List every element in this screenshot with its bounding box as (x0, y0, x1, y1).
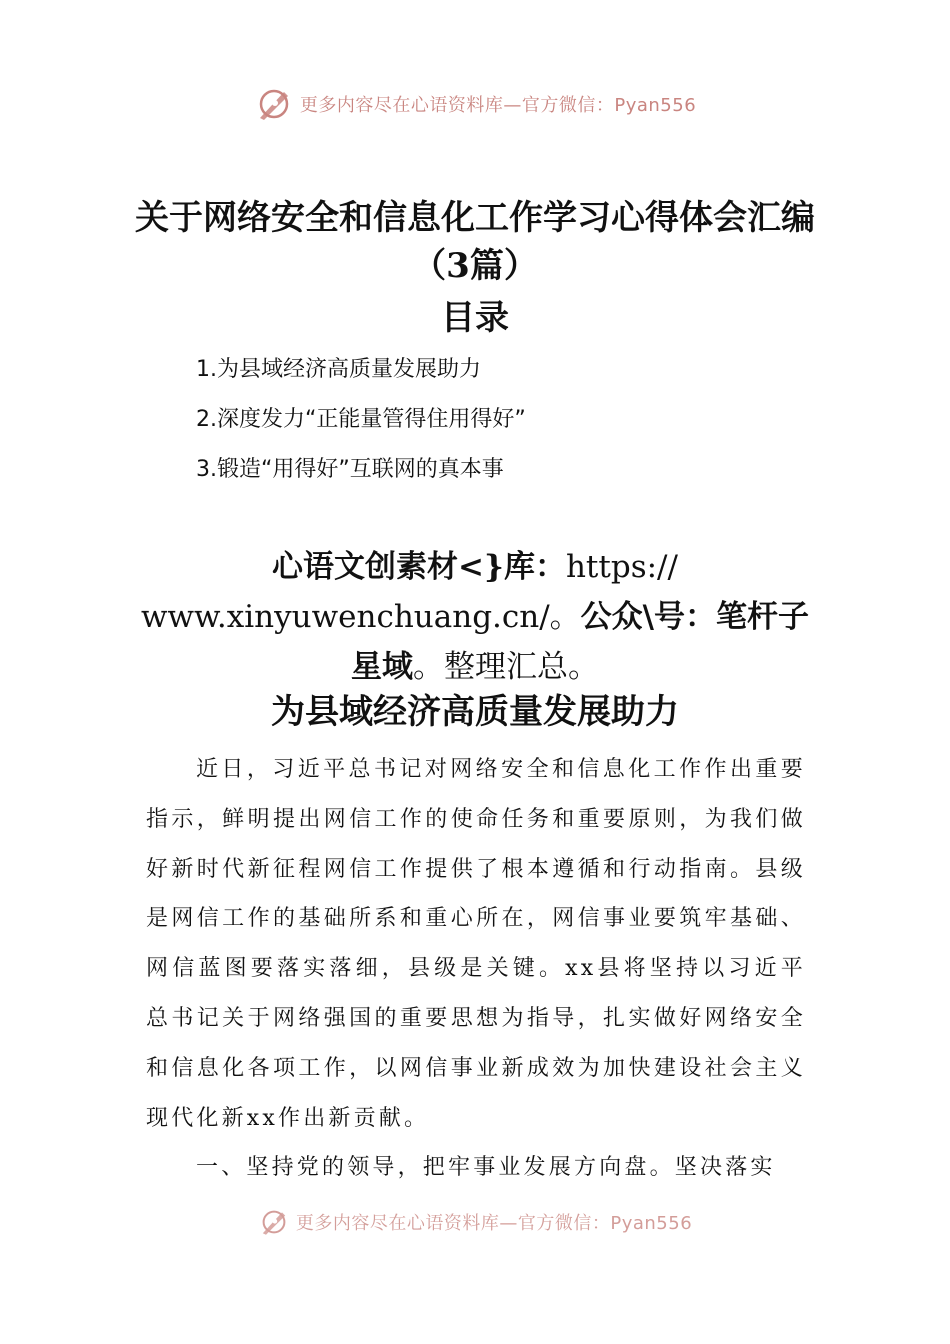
watermark-header (0, 84, 950, 124)
toc-heading: 目录 (441, 298, 509, 338)
promo-end: 。 (568, 649, 599, 685)
toc-item[interactable]: 3.锻造“用得好”互联网的真本事 (196, 457, 504, 482)
section-heading: 为县域经济高质量发展助力 (271, 692, 679, 732)
body-paragraph: 近日，习近平总书记对网络安全和信息化工作作出重要指示，鲜明提出网信工作的使命任务和重要原则，为我们做好新时代新征程网信工作提供了根本遵循和行动指南。县级是网信工作的基础所系和重心所在，网信事业要筑牢基础、网信蓝图要落实落细，县级是关键。xx县将坚持以习近平总书记关于网络强国的重要思想为指导，扎实做好网络安全和信息化各项工作，以网信事业新成效为加快建设社会主义现代化新xx作出新贡献。 (146, 757, 806, 1131)
toc-item[interactable]: 1.为县域经济高质量发展助力 (196, 357, 481, 382)
promo-separator: 。整理汇总 (413, 649, 568, 685)
table-of-contents (196, 352, 526, 502)
promo-label: 心语文创素材<}库： (272, 549, 566, 585)
promo-account: 公众\号：笔杆子星域 (351, 599, 809, 685)
watermark-footer (0, 1206, 950, 1238)
body-paragraph: 一、坚持党的领导，把牢事业发展方向盘。坚决落实 (196, 1155, 776, 1180)
pen-nib-logo-icon (258, 1206, 290, 1238)
promo-url: https:// www.xinyuwenchuang.cn/。 (140, 549, 678, 635)
toc-item[interactable]: 2.深度发力“正能量管得住用得好” (196, 407, 526, 432)
pen-nib-logo-icon (254, 84, 294, 124)
document-title: 关于网络安全和信息化工作学习心得体会汇编（3篇） (135, 198, 815, 286)
watermark-text: 更多内容尽在心语资料库—官方微信：Pyan556 (299, 95, 697, 116)
promo-block (140, 542, 810, 692)
watermark-text: 更多内容尽在心语资料库—官方微信：Pyan556 (295, 1213, 693, 1234)
